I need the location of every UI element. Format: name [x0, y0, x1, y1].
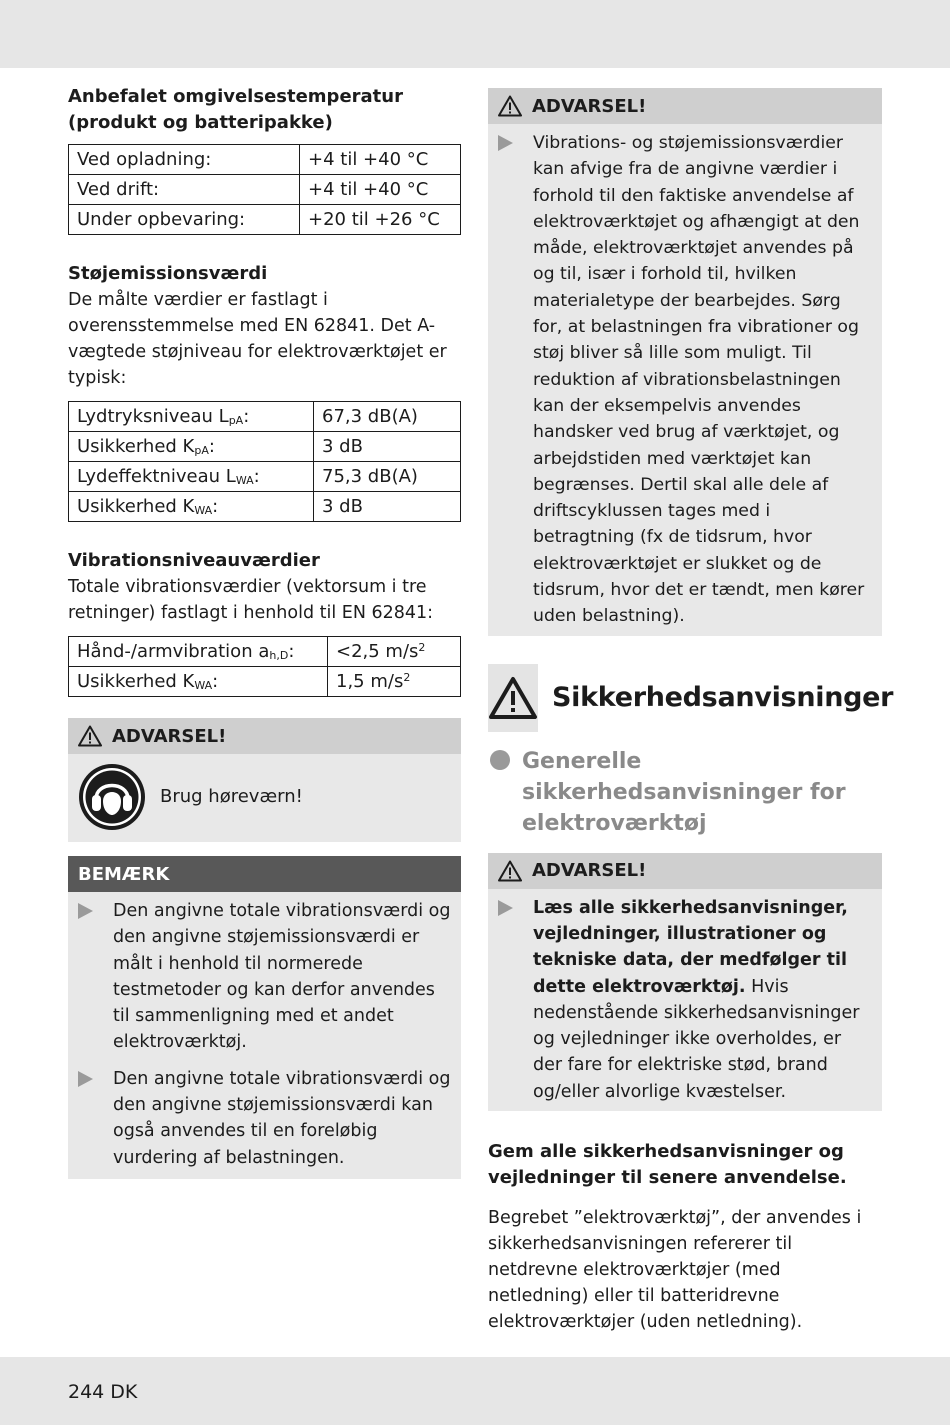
- warning-bold-text: Læs alle sikkerhedsanvisninger, vejledninger, illustrationer og tekniske data, der medfølger til dette elektroværktøj.: [533, 897, 848, 997]
- bullet-arrow-icon: [78, 1071, 93, 1087]
- warning-triangle-icon: [78, 725, 102, 747]
- warning-header: [488, 853, 882, 889]
- vibration-text: Totale vibrationsværdier (vektorsum i tre retninger) fastlagt i henhold til EN 62841:: [68, 577, 434, 623]
- hearing-warning-text: Brug høreværn!: [160, 786, 303, 807]
- table-row: Hånd-/armvibration $a_{h,D}$: <2,5 $m/s^2$: [69, 637, 461, 667]
- left-column: [68, 84, 461, 1179]
- top-bar: [0, 0, 950, 68]
- noise-table: [68, 401, 461, 522]
- bullet-dot-icon: [490, 750, 510, 770]
- vibration-warning-box: [488, 88, 882, 636]
- temperature-table: [68, 144, 461, 235]
- temperature-heading: Anbefalet omgivelsestemperatur (produkt og batteripakke): [68, 86, 403, 133]
- noise-text: De målte værdier er fastlagt i overensstemmelse med EN 62841. Det A-vægtede støjniveau for elektroværktøjet er typisk:: [68, 290, 447, 388]
- bottom-bar: [0, 1357, 950, 1425]
- keep-instructions-text: Gem alle sikkerhedsanvisninger og vejledninger til senere anvendelse.: [488, 1141, 847, 1189]
- hearing-warning-box: [68, 718, 461, 842]
- warning-header: [68, 718, 461, 754]
- ear-protection-icon: [78, 763, 146, 831]
- warning-label: ADVARSEL!: [112, 725, 227, 747]
- list-item: Den angivne totale vibrationsværdi og den angivne støjemissionsværdi kan også anvendes til en foreløbig vurdering af belastningen.: [68, 1066, 461, 1171]
- table-row: Lydtryksniveau $L_{pA}$: 67,3 dB(A): [69, 402, 461, 432]
- page-title: Sikkerhedsanvisninger: [552, 682, 894, 714]
- warning-header: [488, 88, 882, 124]
- table-row: Ved opladning: +4 til +40 °C: [69, 145, 461, 175]
- section-title: [488, 664, 894, 732]
- warning-label: ADVARSEL!: [532, 95, 647, 117]
- subsection-title: Generelle sikkerhedsanvisninger for elektroværktøj: [488, 746, 882, 839]
- note-header: BEMÆRK: [68, 856, 461, 892]
- note-box: [68, 856, 461, 1179]
- list-item: [488, 895, 882, 1105]
- warning-text: Hvis nedenstående sikkerhedsanvisninger og vejledninger ikke overholdes, er der fare for elektriske stød, brand og/eller alvorlige kvæstelser.: [533, 976, 860, 1102]
- warning-triangle-icon: [498, 95, 522, 117]
- warning-triangle-icon: [498, 860, 522, 882]
- bullet-arrow-icon: [498, 135, 513, 151]
- table-row: Ved drift: +4 til +40 °C: [69, 175, 461, 205]
- bullet-arrow-icon: [498, 900, 513, 916]
- list-item: Den angivne totale vibrationsværdi og den angivne støjemissionsværdi er målt i henhold til normerede testmetoder og kan derfor anvendes til sammenligning med et andet elektroværktøj.: [68, 898, 461, 1056]
- table-row: Lydeffektniveau $L_{WA}$: 75,3 dB(A): [69, 462, 461, 492]
- vibration-heading: Vibrationsniveauværdier: [68, 550, 320, 571]
- page-number: 244 DK: [68, 1381, 138, 1403]
- right-column: [488, 88, 894, 1335]
- bullet-arrow-icon: [78, 903, 93, 919]
- warning-icon-box: [488, 664, 538, 732]
- safety-warning-box: [488, 853, 882, 1111]
- list-item: Vibrations- og støjemissionsværdier kan afvige fra de angivne værdier i forhold til den faktiske anvendelse af elektroværktøjet og afhængigt at den måde, elektroværktøjet anvendes på og til, især i forhold til, hvilken materialetype der bearbejdes. Sørg for, at belastningen fra vibrationer og støj bliver så lille som muligt. Til reduktion af vibrationsbelastningen kan der eksempelvis anvendes handsker ved brug af værktøjet, og arbejdstiden med værktøjet kan begrænses. Dertil skal alle dele af driftscyklussen tages med i betragtning (fx de tidsrum, hvor elektroværktøjet er slukket og de tidsrum, hvor det er tændt, men kører uden belastning).: [488, 130, 882, 630]
- table-row: Usikkerhed $K_{WA}$: 1,5 $m/s^2$: [69, 667, 461, 697]
- table-row: Usikkerhed $K_{pA}$: 3 dB: [69, 432, 461, 462]
- term-definition-text: Begrebet ”elektroværktøj”, der anvendes i sikkerhedsanvisningen refererer til netdrevne elektroværktøjer (med netledning) eller til batteridrevne elektroværktøjer (uden netledning).: [488, 1208, 862, 1333]
- table-row: Usikkerhed $K_{WA}$: 3 dB: [69, 492, 461, 522]
- vibration-table: [68, 636, 461, 697]
- noise-heading: Støjemissionsværdi: [68, 263, 268, 284]
- table-row: Under opbevaring: +20 til +26 °C: [69, 205, 461, 235]
- warning-triangle-icon: [488, 676, 538, 720]
- warning-label: ADVARSEL!: [532, 860, 647, 882]
